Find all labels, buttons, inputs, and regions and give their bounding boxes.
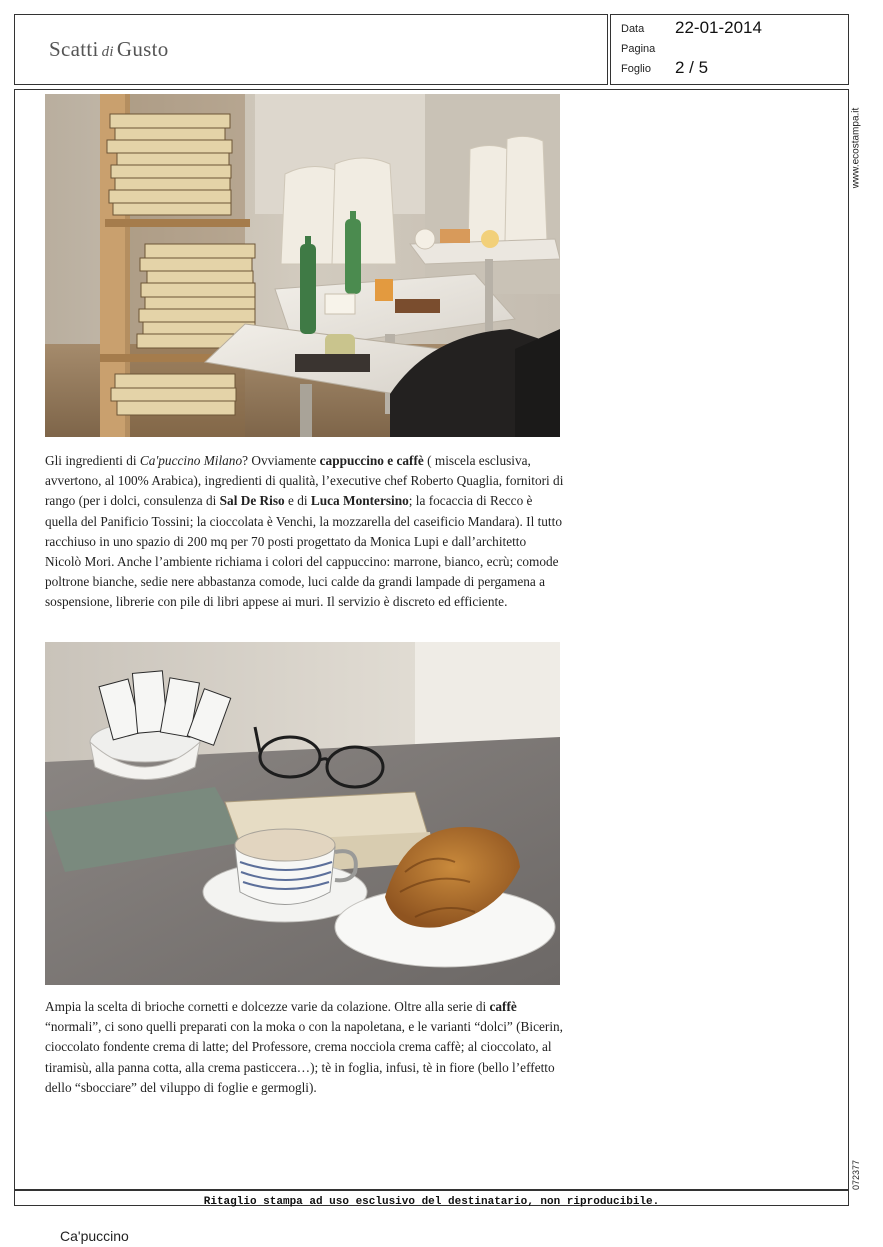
text-run: Sal De Riso <box>219 493 285 509</box>
text-run: cappuccino e caffè <box>319 453 424 468</box>
logo-part-2: di <box>101 44 114 60</box>
logo-part-1: Scatti <box>49 37 99 61</box>
header-logo-box <box>14 14 608 85</box>
article-paragraph-2 <box>45 997 565 1098</box>
pagina-label: Pagina <box>621 43 656 55</box>
text-run: ? Ovviamente <box>242 453 320 468</box>
bottom-label: Ca'puccino <box>60 1228 129 1244</box>
footer-notice-box <box>14 1190 849 1206</box>
publication-logo <box>49 37 169 62</box>
side-url-container <box>849 100 863 196</box>
side-url: www.ecostampa.it <box>850 107 862 189</box>
text-run: “normali”, ci sono quelli preparati con la moka o con la napoletana, e le varianti “dolci” (Bicerin, cioccolato fondente crema di latte; del Professore, crema nocciola crema caffè; al cioccolato, al tiramisù, alla panna cotta, alla crema pasticcera…); tè in foglia, infusi, tè in fiore (bello l’effetto dello “sbocciare” del viluppo di foglie e germogli). <box>45 1019 564 1095</box>
cappuccino-croissant-photo <box>45 642 560 985</box>
side-code: 072377 <box>851 1159 861 1191</box>
text-run: ; la focaccia di Recco è quella del Panificio Tossini; la cioccolata è Venchi, la mozzarella del caseificio Mandara). Il tutto racchiuso in uno spazio di 200 mq per 70 posti progettato da Monica Lupi e dall’architetto Nicolò Mori. Anche l’ambiente richiama i colori del cappuccino: marrone, bianco, ecrù; comode poltrone bianche, sedie nere abbastanza comode, luci calde da grandi lampade di pergamena a sospensione, librerie con pile di libri appese ai muri. Il servizio è discreto ed efficiente. <box>45 493 562 610</box>
side-code-container <box>849 1158 863 1192</box>
text-run: e di <box>284 493 311 509</box>
text-run: Gli ingredienti di <box>45 453 140 468</box>
text-run: ( miscela esclusiva, avvertono, al 100% Arabica), ingredienti di qualità, l’executive chef Roberto Quaglia, fornitori di rango (per i dolci, consulenza di <box>45 453 564 509</box>
foglio-value: 2 / 5 <box>675 58 709 77</box>
text-run: caffè <box>489 999 517 1014</box>
text-run: Ampia la scelta di brioche cornetti e dolcezze varie da colazione. Oltre alla serie di <box>45 999 490 1014</box>
text-run: Luca Montersino <box>310 493 409 509</box>
metadata-box <box>610 14 849 85</box>
data-label: Data <box>621 23 645 35</box>
cafe-interior-photo <box>45 94 560 437</box>
footer-notice: Ritaglio stampa ad uso esclusivo del destinatario, non riproducibile. <box>203 1196 660 1208</box>
text-run: Ca'puccino Milano <box>139 453 243 468</box>
foglio-label: Foglio <box>621 63 651 75</box>
logo-part-3: Gusto <box>116 37 169 61</box>
data-value: 22-01-2014 <box>675 18 762 37</box>
article-paragraph-1 <box>45 451 565 613</box>
